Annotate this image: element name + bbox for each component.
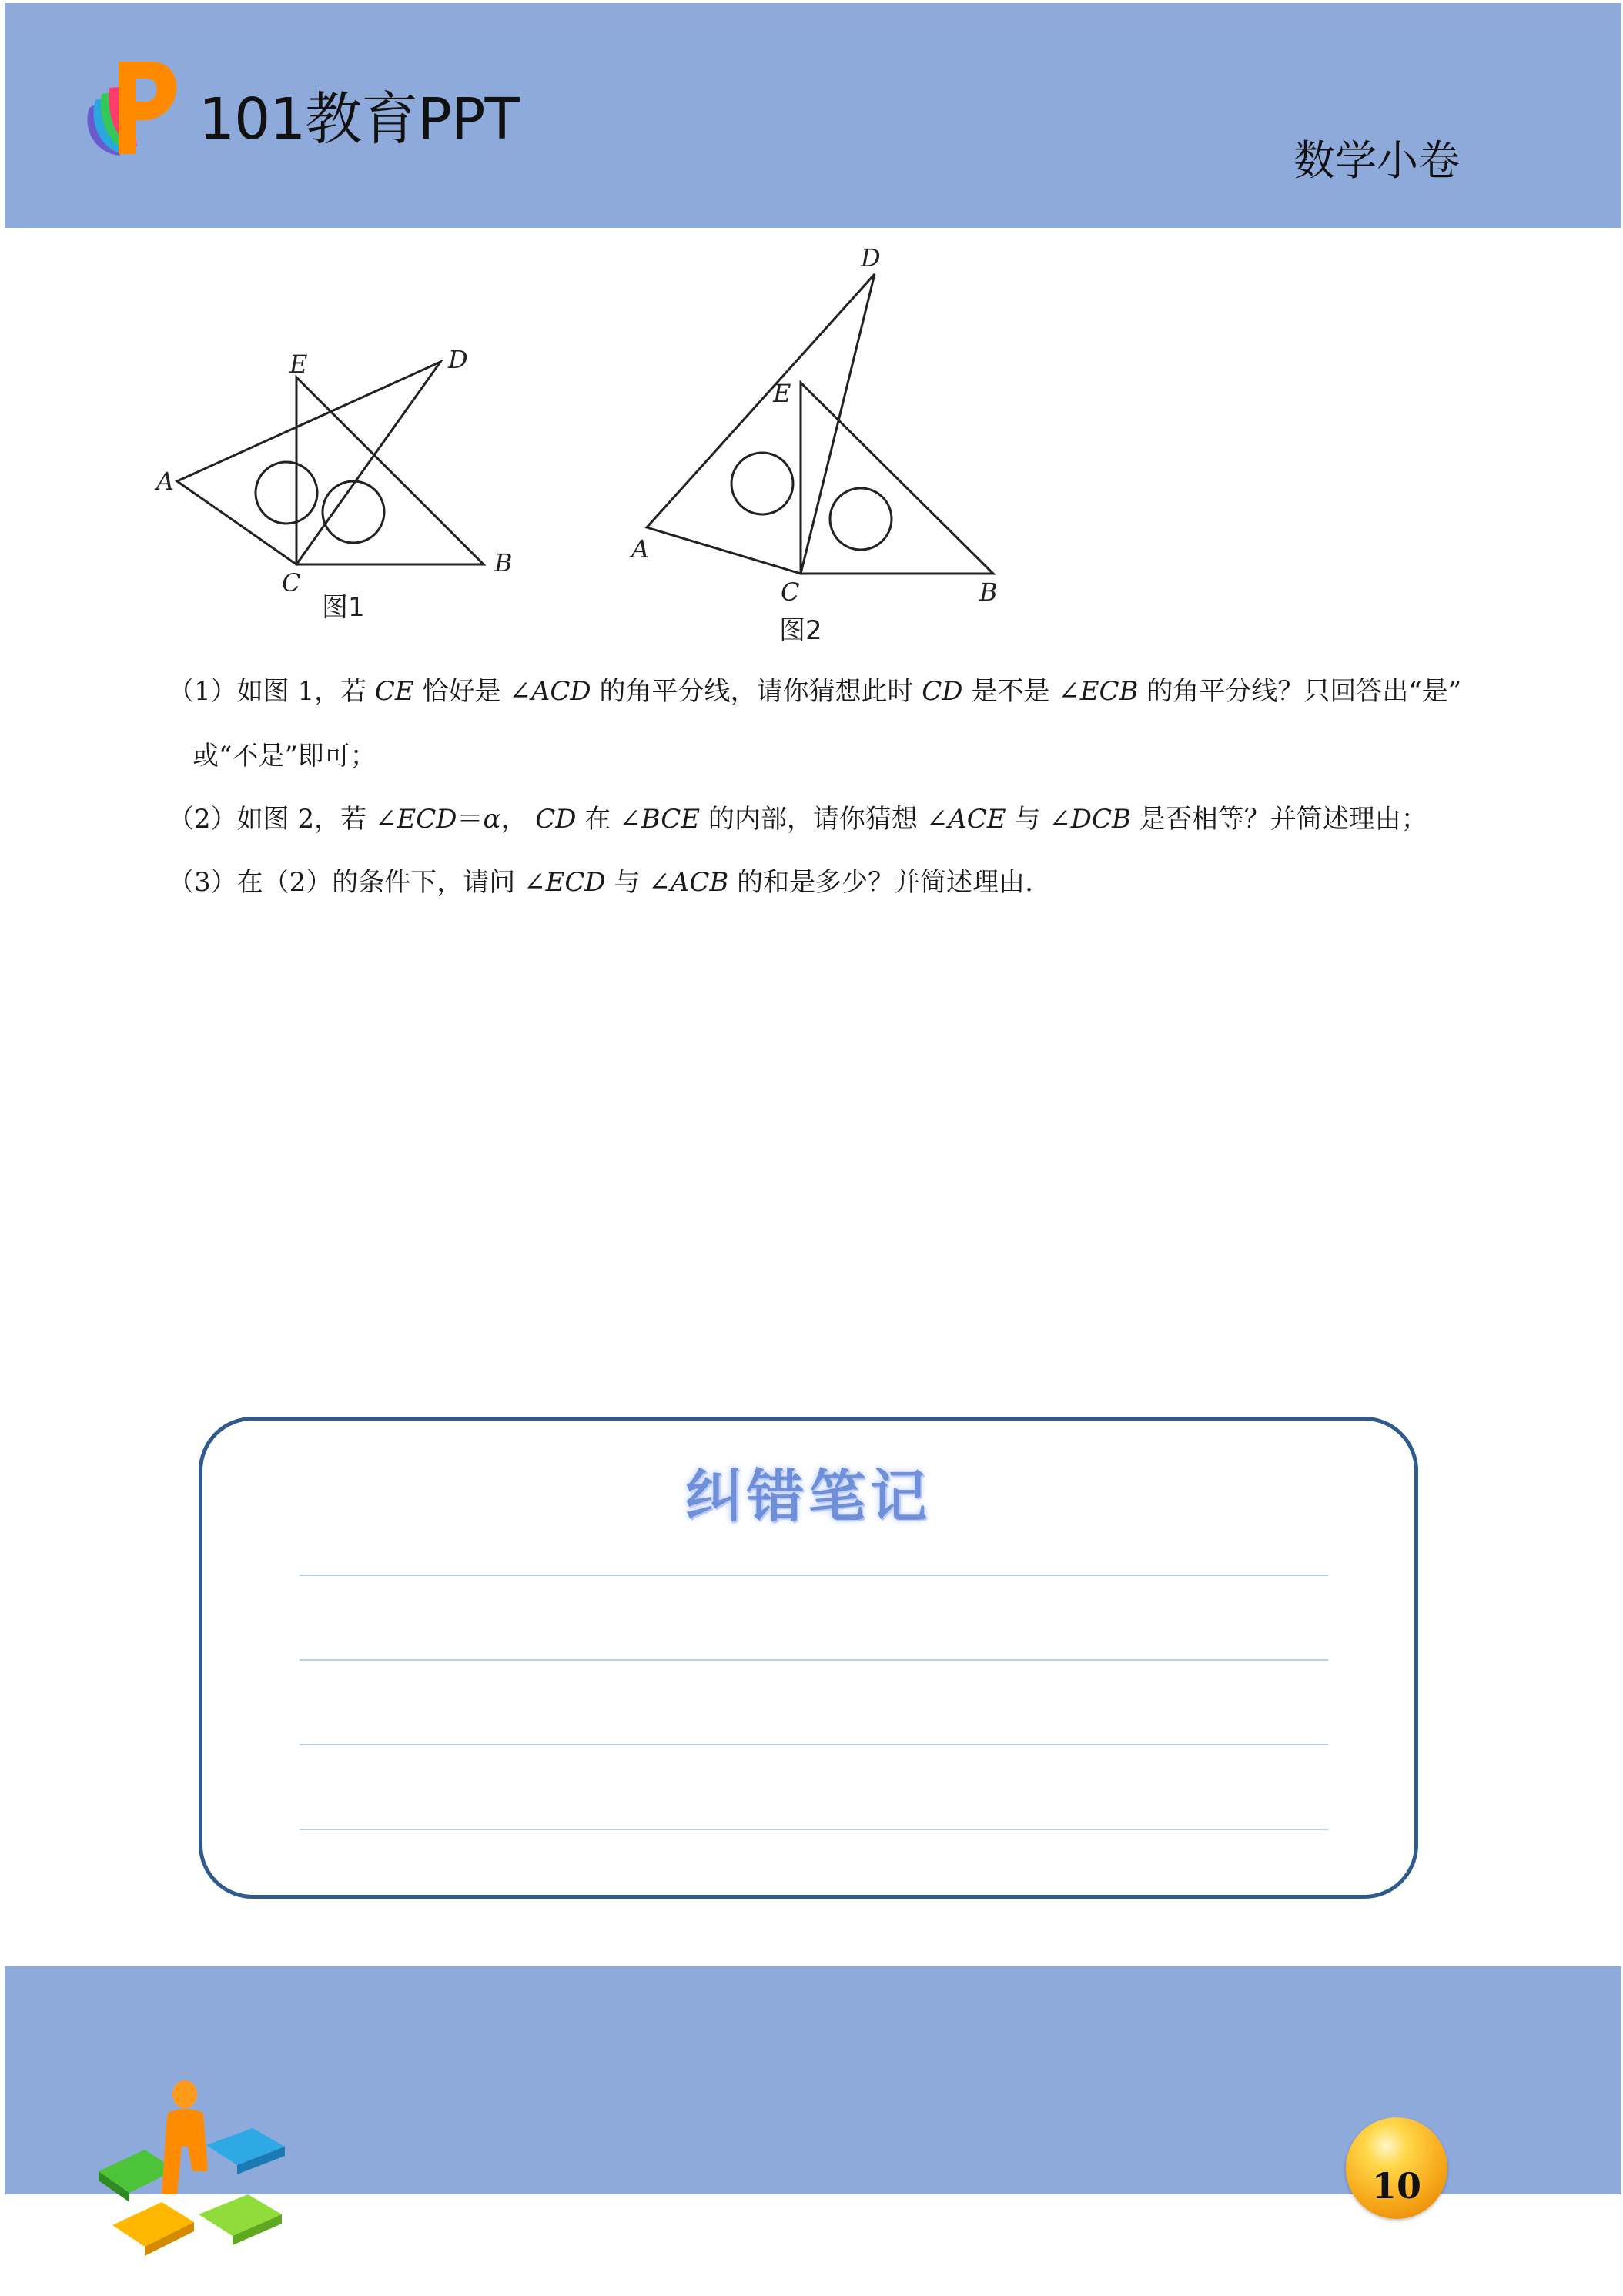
fig1-label-E: E — [289, 350, 308, 379]
page-number: 10 — [1371, 2165, 1421, 2207]
fig1-label-A: A — [156, 467, 175, 496]
mascot-icon — [91, 2079, 299, 2256]
note-line[interactable] — [300, 1659, 1328, 1661]
fig1-caption: 图1 — [322, 592, 365, 623]
fig2-label-A: A — [631, 534, 650, 564]
fig1-label-B: B — [494, 548, 513, 577]
logo-icon — [74, 54, 182, 162]
fig2-caption: 图2 — [779, 615, 822, 646]
figures — [0, 231, 1623, 662]
fig2-label-E: E — [773, 379, 791, 408]
fig2-label-D: D — [861, 243, 881, 273]
question-1: （1）如图 1，若 CE 恰好是 ∠ACD 的角平分线，请你猜想此时 CD 是不是 ∠ECB 的角平分线？只回答出“是” — [168, 676, 1462, 707]
fig1-circle-left — [256, 462, 317, 524]
note-line[interactable] — [300, 1829, 1328, 1830]
error-notes-box — [199, 1417, 1418, 1899]
question-3: （3）在（2）的条件下，请问 ∠ECD 与 ∠ACB 的和是多少？并简述理由. — [168, 867, 1033, 898]
figure-2 — [647, 274, 993, 574]
fig2-circle-right — [830, 488, 892, 550]
notes-title: 纠错笔记 — [685, 1464, 932, 1530]
paper-tag: 数学小卷 — [1293, 136, 1460, 185]
fig1-circle-right — [323, 481, 384, 543]
fig1-label-C: C — [282, 568, 301, 597]
fig1-label-D: D — [448, 345, 468, 374]
note-line[interactable] — [300, 1744, 1328, 1745]
question-2: （2）如图 2，若 ∠ECD＝α， CD 在 ∠BCE 的内部，请你猜想 ∠ACE 与 ∠DCB 是否相等？并简述理由； — [168, 804, 1427, 835]
fig2-triangle-ECB — [801, 383, 993, 574]
fig2-triangle-ACD — [647, 274, 875, 574]
fig1-triangle-ACD — [177, 362, 440, 564]
note-line[interactable] — [300, 1575, 1328, 1576]
brand-name: 101教育PPT — [199, 86, 519, 152]
fig1-triangle-ECB — [296, 377, 484, 564]
fig2-label-B: B — [979, 577, 998, 607]
fig2-label-C: C — [781, 577, 800, 607]
figure-1 — [177, 362, 484, 564]
fig2-circle-left — [731, 453, 793, 514]
question-1-continued: 或“不是”即可； — [192, 741, 376, 771]
page-number-badge — [1346, 2117, 1447, 2219]
